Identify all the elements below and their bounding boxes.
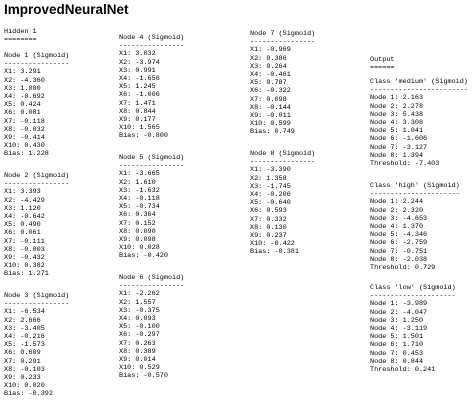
weight-line: Node 2: 2.320 — [370, 206, 424, 215]
weight-line: X8: -0.032 — [4, 125, 45, 134]
node-block — [119, 34, 184, 140]
weight-line: X7: -0.118 — [4, 117, 45, 126]
weight-line: X3: 0.991 — [119, 66, 156, 75]
block-heading: Node 7 (Sigmoid) — [250, 30, 316, 38]
weight-line: Bias: -0.420 — [119, 252, 168, 261]
weight-line: X2: 2.666 — [4, 316, 41, 325]
weight-line: X2: 1.557 — [119, 298, 156, 307]
weight-line: X8: 0.130 — [250, 223, 287, 232]
weight-line: X7: 0.332 — [250, 215, 287, 224]
weight-line: X2: -3.974 — [119, 58, 160, 67]
weight-line: Threshold: 0.241 — [370, 365, 436, 374]
weight-line: Bias: 0.749 — [250, 128, 295, 137]
block-divider: ======== — [4, 36, 37, 45]
weight-line: Node 5: -4.346 — [370, 231, 428, 240]
weight-line: X4: 0.093 — [119, 314, 156, 323]
weight-line: X5: -0.734 — [119, 203, 160, 212]
weight-line: Node 7: -3.127 — [370, 143, 428, 152]
weight-line: X3: -1.745 — [250, 182, 291, 191]
weight-line: X4: -0.118 — [119, 194, 160, 203]
weight-line: X10: 0.028 — [119, 244, 160, 253]
weight-line: X2: -4.429 — [4, 196, 45, 205]
block-heading: Output — [370, 56, 395, 64]
weight-line: X4: -0.692 — [4, 92, 45, 101]
block-divider: ---------------- — [119, 162, 185, 171]
block-heading: Node 5 (Sigmoid) — [119, 154, 185, 162]
block-heading: Hidden 1 — [4, 28, 37, 36]
weight-line: X3: 1.120 — [4, 204, 41, 213]
block-divider: ---------------------- — [370, 190, 460, 199]
weight-line: Bias: -0.800 — [119, 132, 168, 141]
weight-line: X6: -1.006 — [119, 91, 160, 100]
node-block — [119, 154, 184, 260]
weight-line: X9: 0.237 — [250, 231, 287, 240]
weight-line: X9: -0.414 — [4, 133, 45, 142]
weight-line: Node 6: -1.606 — [370, 135, 428, 144]
weight-line: X5: -0.640 — [250, 199, 291, 208]
weight-line: X8: -0.144 — [250, 103, 291, 112]
weight-line: X8: 0.844 — [119, 107, 156, 116]
weight-line: X9: 0.098 — [119, 235, 156, 244]
block-heading: Node 8 (Sigmoid) — [250, 150, 316, 158]
weight-line: X6: 0.609 — [4, 349, 41, 358]
weight-line: X10: 0.430 — [4, 142, 45, 151]
weight-line: X5: 1.245 — [119, 83, 156, 92]
weight-line: X1: 3.291 — [4, 68, 41, 77]
weight-line: Node 1: 2.244 — [370, 198, 424, 207]
block-divider: ---------------- — [4, 180, 70, 189]
weight-line: Node 3: -4.653 — [370, 214, 428, 223]
block-heading: Node 4 (Sigmoid) — [119, 34, 185, 42]
weight-line: Node 5: 1.041 — [370, 127, 424, 136]
weight-line: X6: 0.593 — [250, 207, 287, 216]
weight-line: Bias: 1.271 — [4, 270, 49, 279]
weight-line: X6: 0.081 — [4, 109, 41, 118]
node-block — [250, 150, 315, 256]
weight-line: X10: -0.422 — [250, 240, 295, 249]
weight-line: Node 4: 1.370 — [370, 222, 424, 231]
weight-line: Node 4: 3.308 — [370, 118, 424, 127]
weight-line: X9: 0.014 — [119, 355, 156, 364]
weight-line: X8: 0.389 — [119, 347, 156, 356]
weight-line: X10: 0.599 — [250, 120, 291, 129]
weight-line: X2: 1.358 — [250, 174, 287, 183]
weight-line: X3: 1.000 — [4, 84, 41, 93]
weight-line: X5: 0.490 — [4, 221, 41, 230]
weight-line: Node 8: 1.394 — [370, 151, 424, 160]
weight-line: X5: -0.100 — [119, 323, 160, 332]
weight-line: X1: -2.262 — [119, 290, 160, 299]
weight-line: X4: -0.216 — [4, 332, 45, 341]
weight-line: X10: 0.529 — [119, 364, 160, 373]
weight-line: X1: 3.393 — [4, 188, 41, 197]
weight-line: X6: 0.364 — [119, 211, 156, 220]
weight-line: Node 1: 2.163 — [370, 94, 424, 103]
weight-line: Bias: -0.381 — [250, 248, 299, 257]
weight-line: X10: 1.565 — [119, 124, 160, 133]
weight-line: X7: 0.291 — [4, 357, 41, 366]
weight-line: X6: 0.061 — [4, 229, 41, 238]
weight-line: Node 6: -2.759 — [370, 239, 428, 248]
weight-line: X9: -0.432 — [4, 253, 45, 262]
weight-line: X9: 0.177 — [119, 115, 156, 124]
weight-line: X6: -0.322 — [250, 87, 291, 96]
node-block — [250, 30, 315, 136]
weight-line: Node 8: -2.038 — [370, 255, 428, 264]
weight-line: Node 7: -0.751 — [370, 247, 428, 256]
hidden-layer-heading — [4, 28, 37, 44]
weight-line: X2: 0.386 — [250, 54, 287, 63]
weight-line: Node 6: 1.710 — [370, 341, 424, 350]
weight-line: X9: 0.233 — [4, 373, 41, 382]
weight-line: X7: 0.263 — [119, 339, 156, 348]
block-heading: Node 2 (Sigmoid) — [4, 172, 70, 180]
block-divider: ---------------- — [119, 42, 185, 51]
node-block — [4, 172, 69, 278]
weight-line: X3: -0.375 — [119, 306, 160, 315]
weight-line: X6: -0.297 — [119, 331, 160, 340]
weight-line: Node 3: 5.438 — [370, 110, 424, 119]
weight-line: X7: 0.152 — [119, 219, 156, 228]
block-heading: Node 6 (Sigmoid) — [119, 274, 185, 282]
weight-line: X4: -0.642 — [4, 212, 45, 221]
column-output — [370, 0, 468, 374]
weight-line: X4: -0.206 — [250, 190, 291, 199]
weight-line: X1: -3.665 — [119, 170, 160, 179]
block-divider: ------------------------ — [370, 86, 468, 95]
weight-line: X8: -0.103 — [4, 365, 45, 374]
class-block — [370, 78, 468, 168]
weight-line: X3: 0.264 — [250, 62, 287, 71]
weight-line: Node 3: 1.250 — [370, 316, 424, 325]
block-divider: ---------------- — [250, 38, 316, 47]
block-divider: --------------------- — [370, 292, 456, 301]
weight-line: Threshold: 0.729 — [370, 263, 436, 272]
node-block — [119, 274, 184, 380]
weight-line: X1: 3.032 — [119, 50, 156, 59]
weight-line: X2: 1.610 — [119, 178, 156, 187]
weight-line: X1: -0.969 — [250, 46, 291, 55]
column-nodes-7-8 — [250, 0, 316, 257]
block-divider: ---------------- — [4, 300, 70, 309]
weight-line: X5: 0.424 — [4, 101, 41, 110]
weight-line: Node 8: 0.844 — [370, 357, 424, 366]
weight-line: X5: -1.573 — [4, 341, 45, 350]
page-title: ImprovedNeuralNet — [4, 2, 129, 17]
weight-line: X9: -0.011 — [250, 111, 291, 120]
weight-line: X10: 0.020 — [4, 382, 45, 391]
node-block — [4, 52, 69, 158]
weight-line: X4: -1.656 — [119, 74, 160, 83]
node-block — [4, 292, 69, 398]
weight-line: Threshold: -7.403 — [370, 159, 440, 168]
block-divider: ---------------- — [119, 282, 185, 291]
block-divider: ---------------- — [4, 60, 70, 69]
block-heading: Class 'low' (Sigmoid) — [370, 284, 456, 292]
column-nodes-4-6 — [119, 0, 185, 381]
weight-line: Node 1: -3.989 — [370, 300, 428, 309]
weight-line: X1: -6.534 — [4, 308, 45, 317]
weight-line: Node 4: -3.119 — [370, 324, 428, 333]
weight-line: X7: 1.471 — [119, 99, 156, 108]
weight-line: X7: 0.098 — [250, 95, 287, 104]
weight-line: Bias: -0.392 — [4, 390, 53, 399]
weight-line: X10: 0.382 — [4, 262, 45, 271]
block-divider: ====== — [370, 64, 395, 73]
block-heading: Node 1 (Sigmoid) — [4, 52, 70, 60]
weight-line: Bias: 1.228 — [4, 150, 49, 159]
weight-line: X2: -4.360 — [4, 76, 45, 85]
weight-line: Bias: -0.570 — [119, 372, 168, 381]
weight-line: Node 7: 0.453 — [370, 349, 424, 358]
class-block — [370, 284, 456, 374]
weight-line: X1: -3.390 — [250, 166, 291, 175]
weight-line: X4: -0.461 — [250, 70, 291, 79]
weight-line: X5: 0.787 — [250, 79, 287, 88]
weight-line: X7: -0.111 — [4, 237, 45, 246]
block-heading: Class 'high' (Sigmoid) — [370, 182, 460, 190]
weight-line: Node 2: 2.278 — [370, 102, 424, 111]
weight-line: Node 5: 1.501 — [370, 333, 424, 342]
weight-line: Node 2: -4.047 — [370, 308, 428, 317]
block-heading: Class 'medium' (Sigmoid) — [370, 78, 468, 86]
class-block — [370, 182, 460, 272]
output-layer-heading — [370, 56, 394, 72]
block-divider: ---------------- — [250, 158, 316, 167]
weight-line: X3: -3.405 — [4, 324, 45, 333]
block-heading: Node 3 (Sigmoid) — [4, 292, 70, 300]
weight-line: X8: -0.003 — [4, 245, 45, 254]
weight-line: X8: 0.090 — [119, 227, 156, 236]
weight-line: X3: -1.632 — [119, 186, 160, 195]
